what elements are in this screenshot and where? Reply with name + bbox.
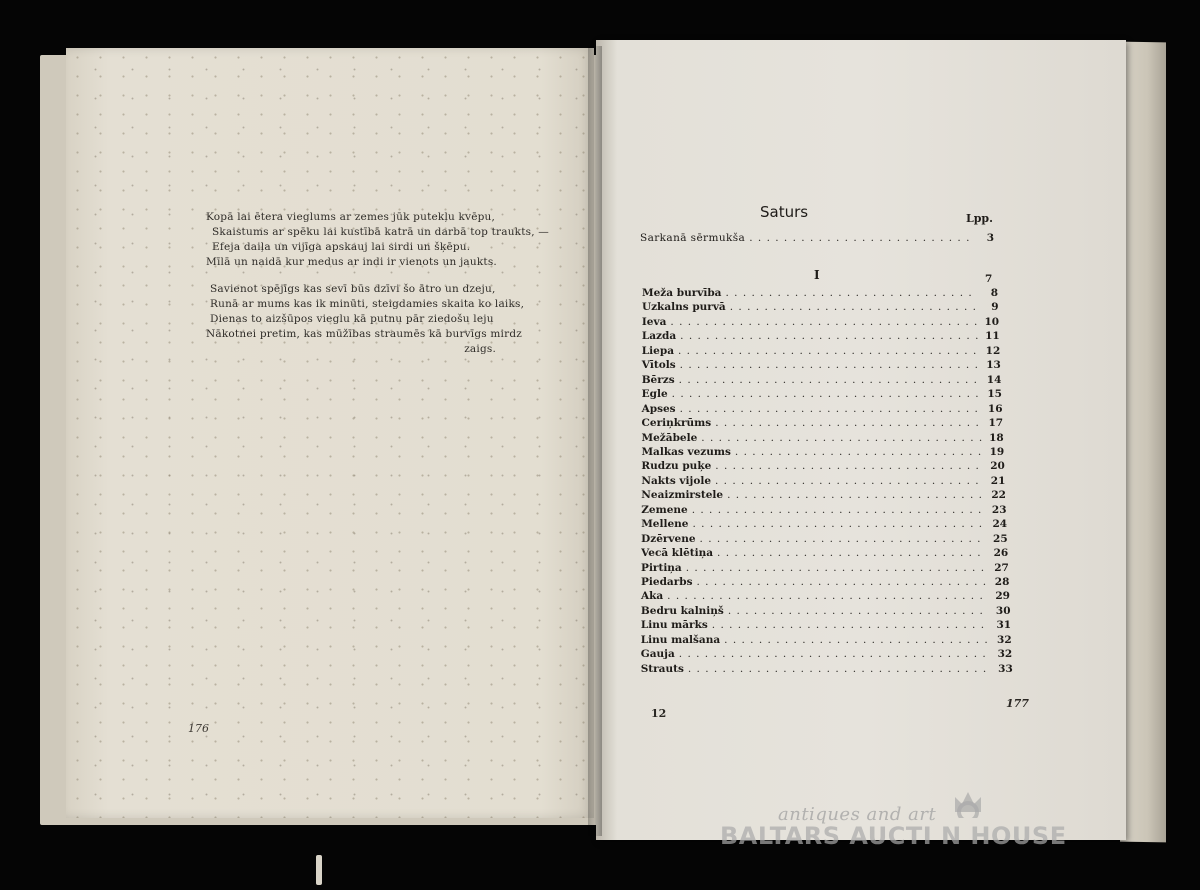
toc-entry xyxy=(640,232,994,244)
toc-entry-page: 9 xyxy=(991,301,999,314)
right-page-edge xyxy=(1120,42,1166,843)
toc-entry xyxy=(642,417,1004,429)
toc-leader-dots xyxy=(679,374,980,386)
right-page-number: 177 xyxy=(1006,697,1029,710)
toc-leader-dots xyxy=(725,287,976,299)
toc-entry xyxy=(642,330,1000,342)
toc-entry-title: Bedru kalniņš xyxy=(640,604,724,617)
toc-entry-title: Bērzs xyxy=(641,373,675,386)
toc-entry-title: Liepa xyxy=(641,344,674,357)
book-gutter xyxy=(588,46,602,836)
toc-entry-page: 27 xyxy=(994,561,1009,574)
toc-entry xyxy=(642,432,1004,444)
toc-entry-title: Vecā klētiņa xyxy=(641,547,714,560)
toc-entry xyxy=(641,504,1006,516)
toc-entry-page: 18 xyxy=(989,431,1004,444)
toc-entry-page: 3 xyxy=(986,232,994,244)
toc-leader-dots xyxy=(672,388,980,400)
toc-entry-title: Gauja xyxy=(640,648,675,661)
toc-entry-title: Meža burvība xyxy=(642,287,722,299)
toc-entry-page: 8 xyxy=(990,287,998,299)
toc-entry-title: Uzkalns purvā xyxy=(641,301,726,314)
toc-entry xyxy=(641,446,1004,458)
toc-entry-page: 12 xyxy=(985,344,1001,357)
toc-leader-dots xyxy=(700,533,986,545)
toc-leader-dots xyxy=(735,446,982,458)
toc-leader-dots xyxy=(715,475,983,487)
toc-section-page: 7 xyxy=(985,273,993,285)
toc-leader-dots xyxy=(727,489,984,501)
crown-icon xyxy=(952,788,984,818)
toc-entry xyxy=(641,475,1005,487)
toc-entry xyxy=(641,576,1009,588)
toc-entry-page: 24 xyxy=(992,518,1008,531)
toc-leader-dots xyxy=(697,576,988,588)
toc-entry-title: Zemene xyxy=(641,503,688,516)
toc-leader-dots xyxy=(728,605,989,617)
toc-entry-title: Ieva xyxy=(641,315,667,328)
toc-entry-title: Rudzu puķe xyxy=(641,460,712,473)
watermark-name: BALTARS AUCTI N HOUSE xyxy=(720,822,1067,850)
toc-entry xyxy=(641,590,1010,602)
toc-entry xyxy=(642,403,1003,415)
poem-line: Mīlā un naidā kur medus ar indi ir vienots un jaukts. xyxy=(206,256,497,268)
toc-entry-title: Piedarbs xyxy=(641,576,693,588)
toc-entry xyxy=(641,619,1011,631)
toc-entry xyxy=(642,316,999,328)
toc-leader-dots xyxy=(678,345,978,357)
toc-leader-dots xyxy=(680,359,979,371)
toc-leader-dots xyxy=(688,663,991,675)
toc-entry-page: 29 xyxy=(995,590,1010,603)
toc-entry-title: Linu malšana xyxy=(640,633,721,646)
toc-leader-dots xyxy=(680,403,981,415)
toc-leader-dots xyxy=(715,417,981,429)
toc-entry-page: 21 xyxy=(990,474,1006,487)
toc-entry-page: 15 xyxy=(987,388,1002,401)
toc-entry-page: 25 xyxy=(993,532,1008,545)
toc-page-column-label: Lpp. xyxy=(966,212,993,225)
poem-line: Runā ar mums kas ik minūti, steigdamies skaita ko laiks, xyxy=(210,298,525,310)
poem-line: Skaistums ar spēku lai kustībā katrā un darbā top traukts, — xyxy=(212,226,550,238)
toc-entry-title: Nakts vijole xyxy=(641,474,711,487)
toc-entry xyxy=(642,301,999,313)
left-page-number: 176 xyxy=(188,722,209,735)
poem-line: Efeja daiļa un vijīga apskauj lai sirdi un šķēpu. xyxy=(212,241,471,253)
toc-leader-dots xyxy=(715,460,983,472)
toc-entry-page: 30 xyxy=(995,604,1011,617)
toc-entry xyxy=(641,634,1012,646)
toc-entry-title: Sarkanā sērmukša xyxy=(640,232,746,244)
toc-entry-page: 20 xyxy=(990,460,1005,473)
toc-entry xyxy=(641,605,1011,617)
toc-leader-dots xyxy=(692,504,985,516)
poem-line: Nākotnei pretim, kas mūžības straumēs kā burvīgs mirdz xyxy=(206,328,522,340)
toc-entry-title: Malkas vezums xyxy=(641,445,731,458)
toc-entry-page: 33 xyxy=(998,662,1013,675)
toc-leader-dots xyxy=(712,619,989,631)
toc-leader-dots xyxy=(680,330,978,342)
toc-entry-title: Vītols xyxy=(641,359,676,372)
toc-entry xyxy=(641,562,1009,574)
toc-title: Saturs xyxy=(760,203,809,221)
toc-entry-page: 13 xyxy=(986,359,1001,372)
toc-entry-title: Lazda xyxy=(641,330,677,343)
toc-leader-dots xyxy=(670,316,977,328)
toc-entry xyxy=(641,547,1008,559)
toc-entry xyxy=(641,460,1004,472)
toc-entry-page: 22 xyxy=(991,489,1006,502)
toc-leader-dots xyxy=(724,634,990,646)
toc-entry-page: 14 xyxy=(986,373,1002,386)
toc-entry xyxy=(642,287,998,299)
toc-entry-title: Aka xyxy=(640,590,664,603)
poem-line: Dienas to aizšūpos vieglu kā putnu pār ziedošu leju xyxy=(210,313,494,325)
watermark-tagline: antiques and art xyxy=(778,804,937,825)
toc-entry-title: Mellene xyxy=(641,518,689,531)
toc-leader-dots xyxy=(701,432,981,444)
toc-entry-title: Mežābele xyxy=(641,431,698,444)
poem-line: zaigs. xyxy=(464,343,496,355)
toc-entry-page: 16 xyxy=(987,402,1003,415)
toc-entry xyxy=(642,388,1002,400)
toc-entry xyxy=(641,518,1007,530)
poem-line: Kopā lai ētera vieglums ar zemes jūk putekļu kvēpu, xyxy=(206,211,496,223)
toc-entry-title: Neaizmirstele xyxy=(641,489,724,502)
toc-leader-dots xyxy=(749,232,972,244)
toc-entry-title: Egle xyxy=(641,388,668,401)
toc-entry xyxy=(642,345,1000,357)
left-page xyxy=(66,48,594,818)
toc-entry-title: Strauts xyxy=(640,662,684,675)
toc-entry-page: 11 xyxy=(985,330,1000,343)
toc-entry-page: 23 xyxy=(991,503,1007,516)
toc-leader-dots xyxy=(717,547,986,559)
toc-entry xyxy=(641,663,1013,675)
toc-entry-page: 32 xyxy=(997,633,1012,646)
toc-section-numeral: I xyxy=(814,268,820,282)
toc-entry-page: 17 xyxy=(988,417,1004,430)
toc-entry-title: Dzērvene xyxy=(641,532,696,545)
toc-entry-page: 26 xyxy=(993,547,1009,560)
toc-entry-title: Apses xyxy=(641,402,676,415)
toc-leader-dots xyxy=(686,562,987,574)
toc-entry-page: 32 xyxy=(997,648,1013,661)
toc-entry xyxy=(641,489,1006,501)
stanza-gap xyxy=(206,270,566,282)
toc-leader-dots xyxy=(679,648,990,660)
toc-entry xyxy=(641,533,1008,545)
toc-entry-title: Ceriņkrūms xyxy=(641,417,712,430)
toc-entry-page: 19 xyxy=(989,445,1005,458)
toc-entry-title: Linu mārks xyxy=(640,619,708,632)
toc-leader-dots xyxy=(692,518,985,530)
signature-mark: 12 xyxy=(651,707,667,720)
toc-entry xyxy=(642,374,1002,386)
binding-thread xyxy=(316,855,322,885)
toc-entry xyxy=(641,648,1013,660)
toc-entry-page: 28 xyxy=(994,576,1010,588)
toc-leader-dots xyxy=(667,590,988,602)
toc-leader-dots xyxy=(730,301,977,313)
toc-entry-page: 10 xyxy=(984,315,1000,328)
watermark xyxy=(720,800,1140,870)
toc-entry xyxy=(642,359,1001,371)
toc-entry-page: 31 xyxy=(996,619,1012,632)
poem-line: Savienot spējīgs kas sevī būs dzīvi šo ātro un dzeju, xyxy=(210,283,496,295)
toc-entry-title: Pirtiņa xyxy=(641,561,682,574)
poem xyxy=(206,210,566,357)
